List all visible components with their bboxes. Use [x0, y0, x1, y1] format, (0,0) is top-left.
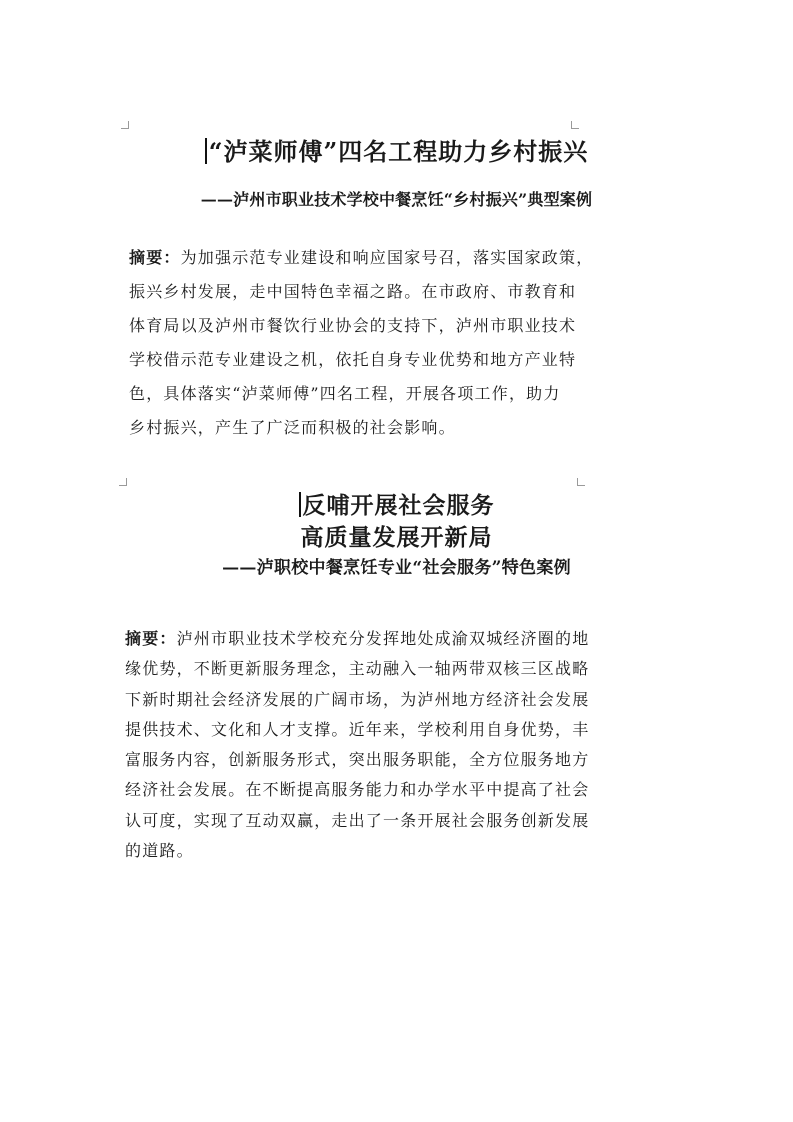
- case2-abstract-line: 经济社会发展。在不断提高服务能力和办学水平中提高了社会: [125, 780, 590, 800]
- case2-title-line-1-text: 反哺开展社会服务: [302, 492, 495, 519]
- case1-title-text: “泸菜师傅”四名工程助力乡村振兴: [208, 137, 589, 166]
- margin-mark-top-right: [571, 121, 579, 129]
- margin-mark-top-left-2: [119, 478, 127, 486]
- text-cursor: [299, 492, 301, 517]
- case1-abstract-label: 摘要：: [129, 248, 181, 267]
- case2-abstract-label: 摘要：: [125, 629, 177, 648]
- case1-title: [0, 132, 793, 167]
- case2-subtitle: ——泸职校中餐烹饪专业“社会服务”特色案例: [222, 558, 571, 578]
- case2-abstract: [125, 629, 589, 871]
- case1-abstract-line: 摘要：为加强示范专业建设和响应国家号召，落实国家政策，: [129, 248, 594, 267]
- case2-abstract-line: 缘优势，不断更新服务理念，主动融入一轴两带双核三区战略: [125, 659, 590, 679]
- case2-abstract-line: 下新时期社会经济发展的广阔市场，为泸州地方经济社会发展: [125, 689, 590, 709]
- case1-abstract-line: 乡村振兴，产生了广泛而积极的社会影响。: [129, 418, 456, 437]
- case2-abstract-line: 的道路。: [125, 841, 194, 861]
- case1-abstract-line: 学校借示范专业建设之机，依托自身专业优势和地方产业特: [129, 350, 577, 369]
- margin-mark-top-right-2: [577, 478, 585, 486]
- margin-mark-top-left: [121, 121, 129, 129]
- case1-subtitle: ——泸州市职业技术学校中餐烹饪“乡村振兴”典型案例: [200, 190, 593, 209]
- case2-abstract-line: 提供技术、文化和人才支撑。近年来，学校利用自身优势，丰: [125, 719, 590, 739]
- case2-abstract-line: 摘要：泸州市职业技术学校充分发挥地处成渝双城经济圈的地: [125, 629, 590, 648]
- case2-abstract-line: 认可度，实现了互动双赢，走出了一条开展社会服务创新发展: [125, 810, 590, 830]
- case2-title-line-1: [0, 487, 793, 520]
- text-cursor: [205, 138, 207, 164]
- case1-abstract-line: 色，具体落实“泸菜师傅”四名工程，开展各项工作，助力: [129, 384, 561, 403]
- case1-abstract: [129, 248, 593, 452]
- case1-abstract-line: 振兴乡村发展，走中国特色幸福之路。在市政府、市教育和: [129, 282, 577, 301]
- case2-abstract-line: 富服务内容，创新服务形式，突出服务职能，全方位服务地方: [125, 750, 590, 770]
- case1-abstract-line: 体育局以及泸州市餐饮行业协会的支持下，泸州市职业技术: [129, 316, 577, 335]
- case2-title-line-2: 高质量发展开新局: [300, 524, 493, 551]
